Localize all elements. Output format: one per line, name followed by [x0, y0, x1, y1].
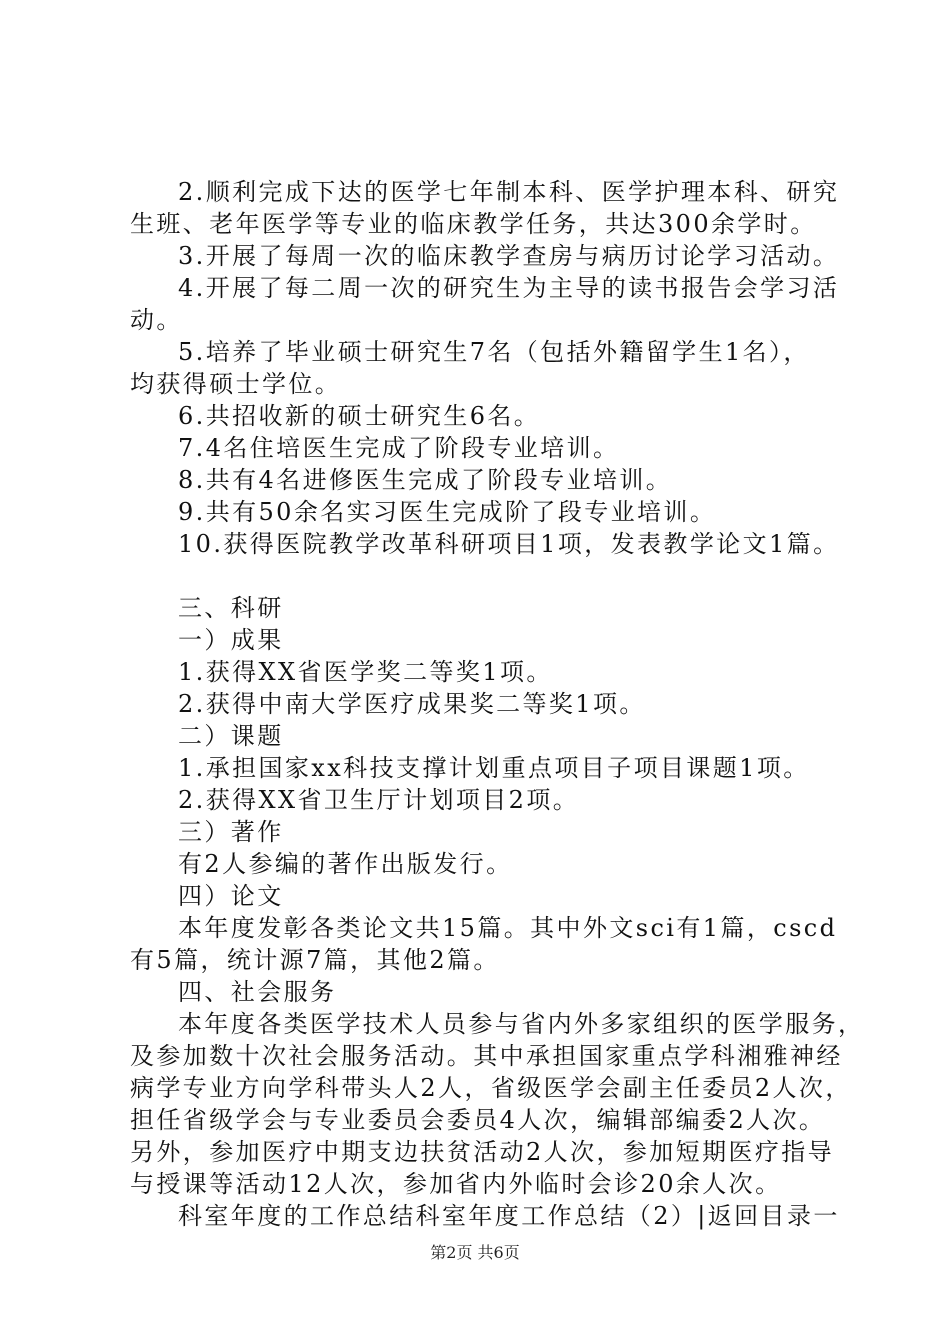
text-line: 及参加数十次社会服务活动。其中承担国家重点学科湘雅神经: [130, 1042, 843, 1070]
text-line: 本年度发彰各类论文共15篇。其中外文sci有1篇，cscd: [178, 914, 838, 942]
text-line: 6.共招收新的硕士研究生6名。: [178, 402, 541, 430]
text-line: 一）成果: [178, 626, 284, 654]
text-line: 与授课等活动12人次，参加省内外临时会诊20余人次。: [130, 1170, 782, 1198]
text-line: 3.开展了每周一次的临床教学查房与病历讨论学习活动。: [178, 242, 840, 270]
text-line: 1.承担国家xx科技支撑计划重点项目子项目课题1项。: [178, 754, 810, 782]
text-line: 担任省级学会与专业委员会委员4人次，编辑部编委2人次。: [130, 1106, 826, 1134]
text-line: 8.共有4名进修医生完成了阶段专业培训。: [178, 466, 673, 494]
text-line: 动。: [130, 306, 183, 334]
text-line: 9.共有50余名实习医生完成阶了段专业培训。: [178, 498, 717, 526]
text-line: 7.4名住培医生完成了阶段专业培训。: [178, 434, 620, 462]
blank-line: [130, 560, 835, 592]
text-line: 5.培养了毕业硕士研究生7名（包括外籍留学生1名），: [178, 338, 810, 366]
text-line: 四、社会服务: [178, 978, 337, 1006]
text-line: 4.开展了每二周一次的研究生为主导的读书报告会学习活: [178, 274, 840, 302]
text-line: 三、科研: [178, 594, 284, 622]
text-line: 有2人参编的著作出版发行。: [178, 850, 513, 878]
text-line: 三）著作: [178, 818, 284, 846]
text-line: 均获得硕士学位。: [130, 370, 342, 398]
text-line: 2.获得XX省卫生厅计划项目2项。: [178, 786, 580, 814]
text-line: 2.获得中南大学医疗成果奖二等奖1项。: [178, 690, 646, 718]
text-line: 四）论文: [178, 882, 284, 910]
text-line: 2.顺利完成下达的医学七年制本科、医学护理本科、研究: [178, 178, 840, 206]
text-line: 另外，参加医疗中期支边扶贫活动2人次，参加短期医疗指导: [130, 1138, 835, 1166]
text-line: 本年度各类医学技术人员参与省内外多家组织的医学服务，: [178, 1010, 865, 1038]
text-line: 1.获得XX省医学奖二等奖1项。: [178, 658, 553, 686]
text-line: 10.获得医院教学改革科研项目1项，发表教学论文1篇。: [178, 530, 840, 558]
text-line: 科室年度的工作总结科室年度工作总结（2）|返回目录一: [178, 1202, 840, 1230]
text-line: 病学专业方向学科带头人2人，省级医学会副主任委员2人次，: [130, 1074, 852, 1102]
page-footer: 第2页 共6页: [430, 1243, 520, 1262]
text-line: 二）课题: [178, 722, 284, 750]
text-line: 有5篇，统计源7篇，其他2篇。: [130, 946, 500, 974]
text-line: 生班、老年医学等专业的临床教学任务，共达300余学时。: [130, 210, 817, 238]
document-body: [130, 176, 865, 1232]
